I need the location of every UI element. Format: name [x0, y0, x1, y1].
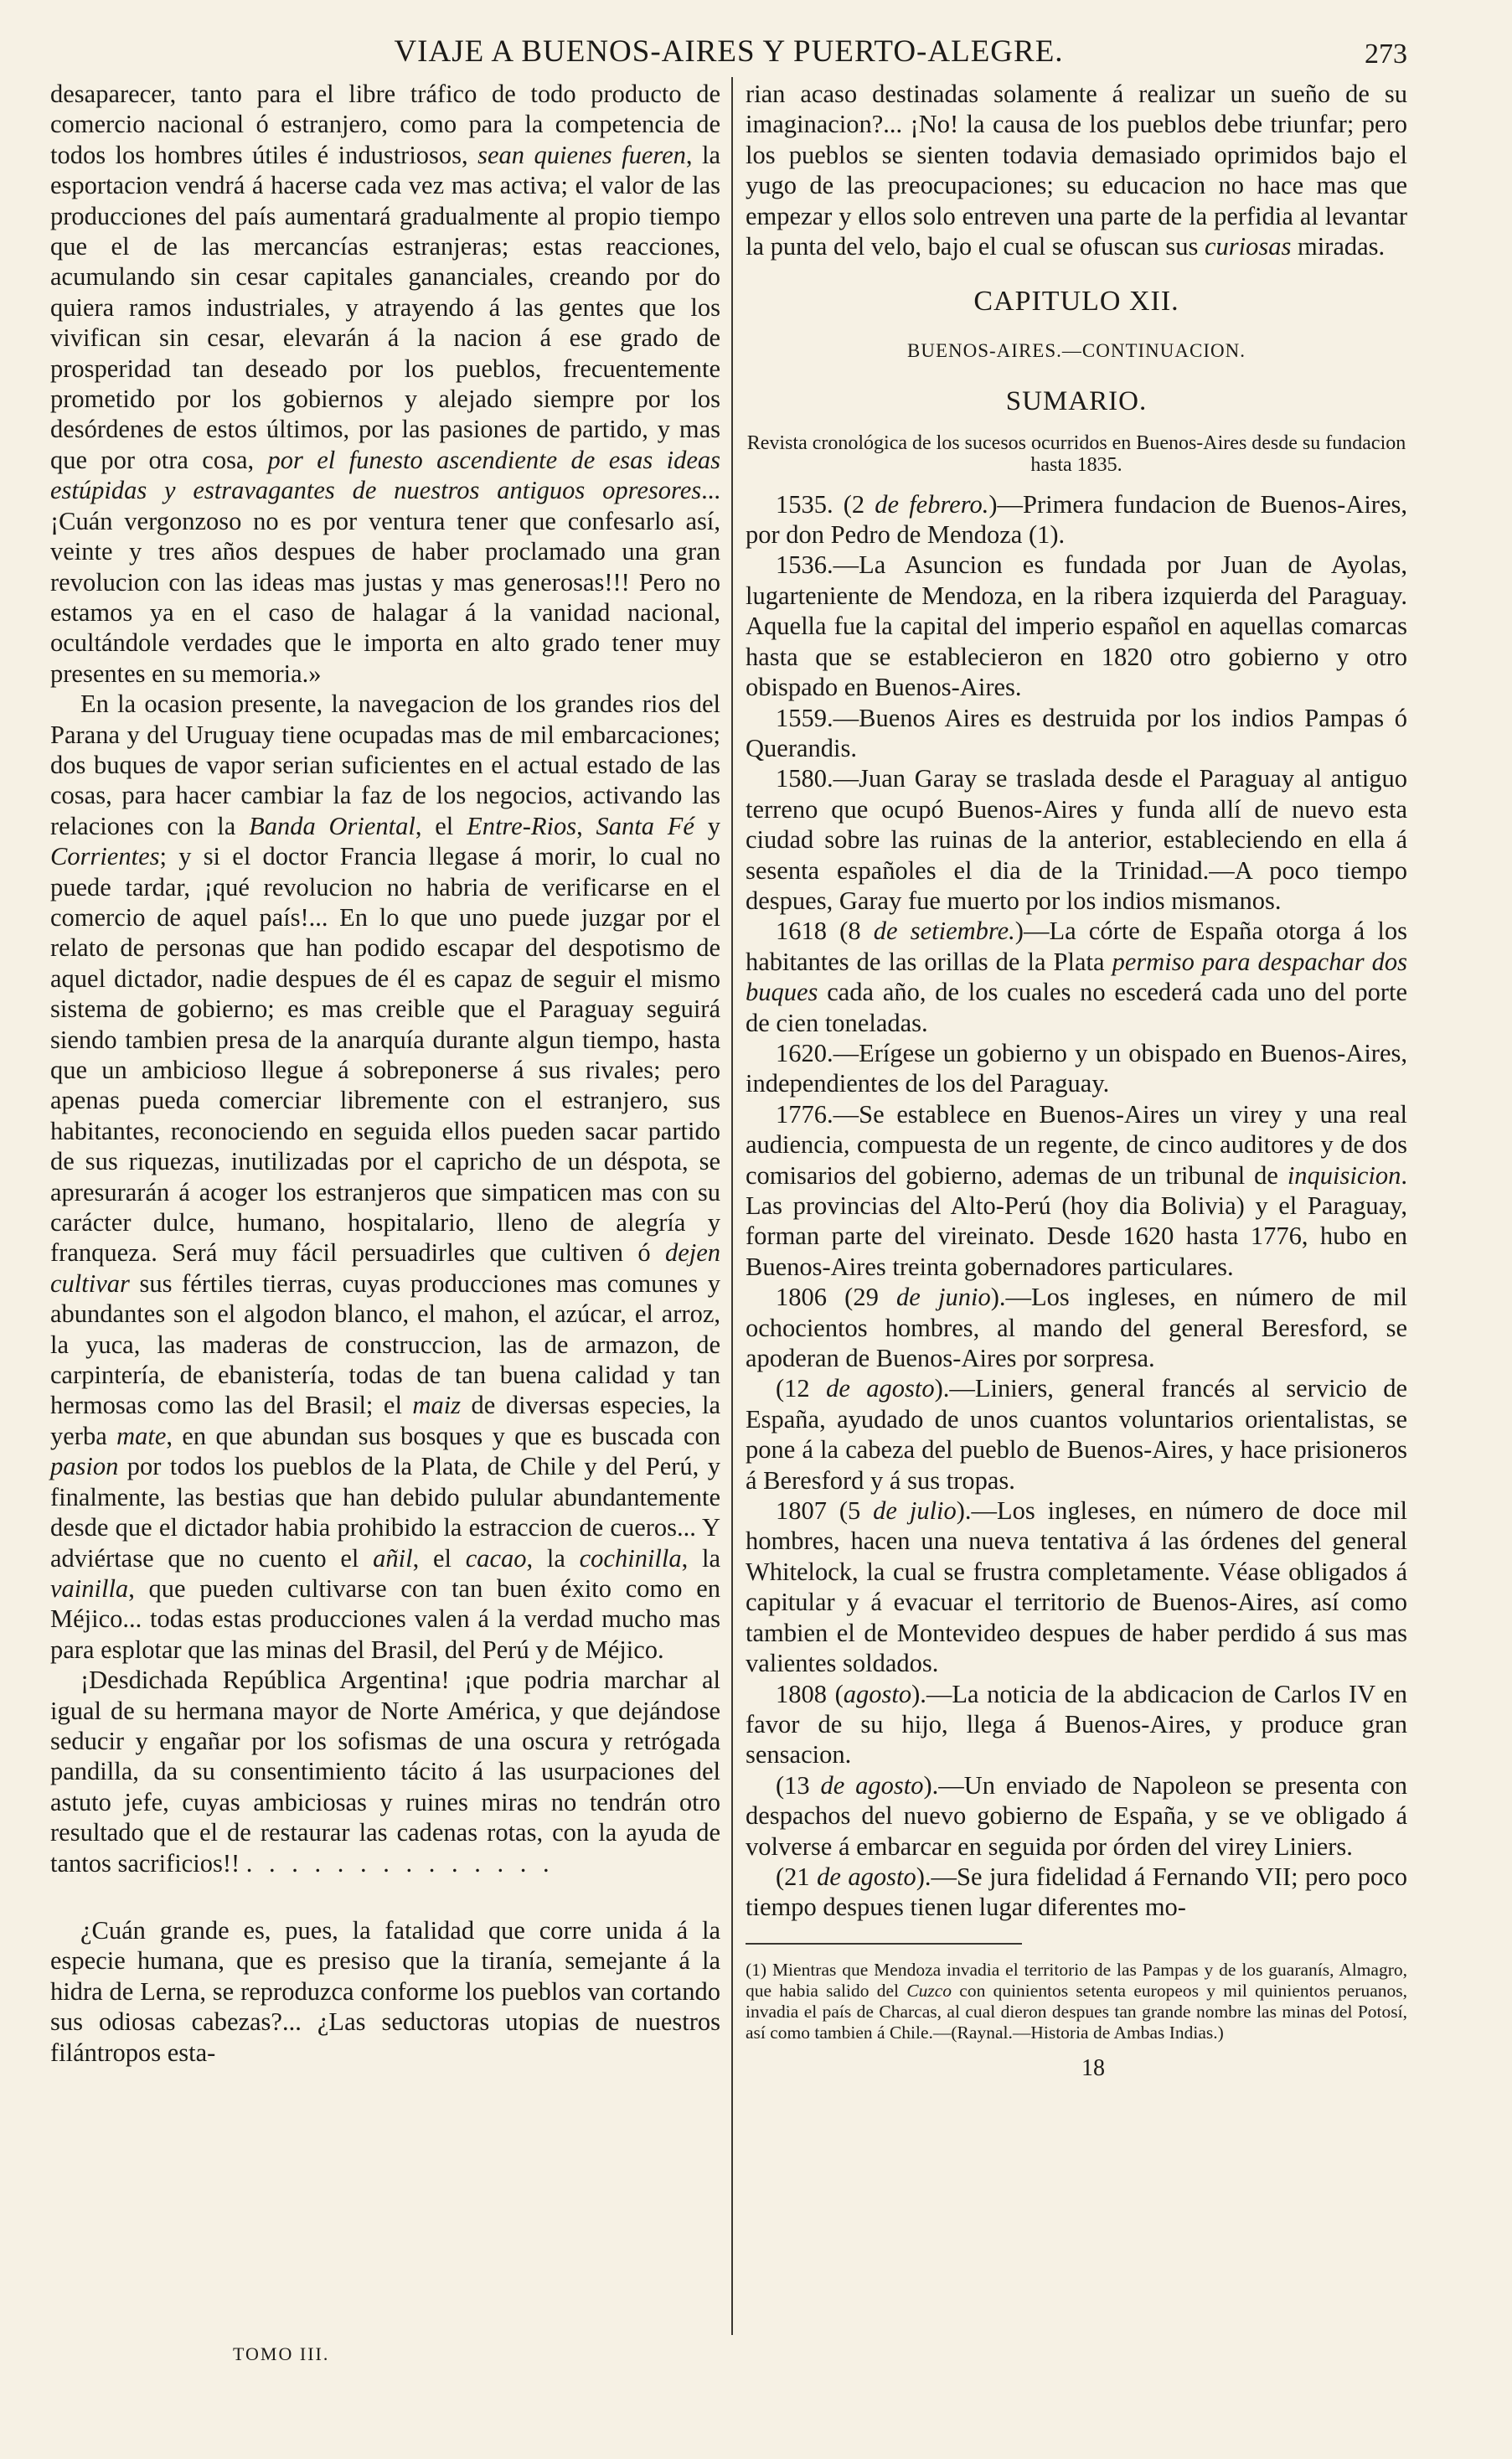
text-run: (12: [776, 1374, 827, 1403]
italic-text: sean quienes fueren: [477, 140, 686, 169]
italic-text: permiso para despachar dos buques: [746, 947, 1407, 1007]
summary-heading: SUMARIO.: [1005, 386, 1148, 417]
chapter-subtitle: BUENOS-AIRES.—CONTINUACION.: [907, 339, 1246, 361]
text-run: ).—Liniers, general francés al servicio de España, ayudado de unos cuantos voluntarios orientalistas, se pone á la cabeza del pueblo de Buenos-Aires, y hace prisioneros á Beresford y á sus tropas.: [746, 1374, 1407, 1495]
text-run: 1776.—Se establece en Buenos-Aires un virey y una real audiencia, compuesta de un regente, de cinco auditores y de dos comisarios del gobierno, ademas de un tribunal de: [746, 1099, 1407, 1190]
text-run: de diversas especies, la yerba: [50, 1391, 721, 1450]
text-run: 1807 (5: [776, 1496, 874, 1526]
text-run: 1808 (: [776, 1679, 844, 1708]
italic-text: de agosto: [826, 1374, 935, 1403]
italic-text: cochinilla: [579, 1543, 682, 1573]
column-rule: [731, 77, 733, 2335]
paragraph: ¿Cuán grande es, pues, la fatalidad que corre unida á la especie humana, que es presiso que la tiranía, semejante á la hidra de Lerna, se reproduzca conforme los pueblos van cortando sus odiosas cabezas?... ¿Las seductoras utopias de nuestros filántropos esta-: [50, 1915, 720, 2067]
text-run: 1536.—La Asuncion es fundada por Juan de Ayolas, lugarteniente de Mendoza, en la ribera izquierda del Paraguay. Aquella fue la capital del imperio español en aquellas comarcas hasta que se establecieron en 1820 otro gobierno y otro obispado en Buenos-Aires.: [746, 550, 1407, 702]
text-run: . Las provincias del Alto-Perú (hoy dia Bolivia) y el Paraguay, forman parte del vireinato. Desde 1620 hasta 1776, hubo en Buenos-Aires treinta gobernadores particulares.: [746, 1160, 1407, 1281]
italic-text: Entre-Rios: [467, 811, 577, 840]
italic-text: inquisicion: [1287, 1160, 1401, 1190]
italic-text: de agosto: [817, 1862, 916, 1891]
running-title: VIAJE A BUENOS-AIRES Y PUERTO-ALEGRE.: [394, 34, 1064, 69]
text-run: ).—Los ingleses, en número de doce mil hombres, hacen una nueva tentativa á las órdenes del general Whitelock, la cual se frustra completamente. Véase obligados á capitular y á evacuar el territorio de Buenos-Aires, así como tambien el de Montevideo despues de haber perdido á sus mas valientes soldados.: [746, 1496, 1407, 1678]
text-run: miradas.: [1291, 232, 1386, 261]
italic-text: vainilla: [50, 1573, 129, 1603]
italic-text: pasion: [50, 1452, 119, 1481]
text-run: , en que abundan sus bosques y que es buscada con: [166, 1421, 720, 1450]
chronology-entry: [746, 489, 1407, 550]
chronology-entry: [746, 1099, 1407, 1282]
paragraph-text: ¡Desdichada República Argentina! ¡que podria marchar al igual de su hermana mayor de Norte América, y que dejándose seducir y engañar por los sofismas de una oscura y retrógada pandilla, da su consentimiento tácito á las usurpaciones del astuto jefe, cuyas ambiciosas y ruines miras no tendrán otro resultado que el de restaurar las cadenas rotas, con la ayuda de tantos sacrificios!!: [50, 1666, 720, 1878]
text-run: (1) Mientras que Mendoza invadia el territorio de las Pampas y de los guaranís, Almagro, que habia salido del: [746, 1959, 1407, 2001]
paragraph: [50, 1665, 720, 1878]
italic-text: de julio: [873, 1496, 957, 1526]
chronology-entries: [746, 489, 1407, 1923]
text-run: ; y si el doctor Francia llegase á morir, lo cual no puede tardar, ¡qué revolucion no habria de verificarse en el comercio de aquel país!... En lo que uno puede juzgar por el relato de personas que han podido escapar del despotismo de aquel dictador, nadie despues de él es capaz de seguir el mismo sistema de gobierno; es mas creible que el Paraguay seguirá siendo tambien presa de la anarquía durante algun tiempo, hasta que un ambicioso llegue á sobreponerse á sus rivales; pero apenas pueda comerciar libremente con el estranjero, sus habitantes, reconociendo en seguida ellos pueden sacar partido de sus riquezas, inutilizadas por el capricho de un déspota, se apresurarán á acoger los estranjeros que simpaticen mas con su carácter dulce, humano, hospitalario, lleno de alegría y franqueza. Será muy fácil persuadirles que cultiven ó: [50, 842, 720, 1268]
text-run: , que pueden cultivarse con tan buen éxito como en Méjico... todas estas producciones valen á la verdad mucho mas para esplotar que las minas del Brasil, del Perú y de Méjico.: [50, 1573, 720, 1664]
italic-text: mate: [116, 1421, 167, 1450]
italic-text: por el funesto ascendiente de esas ideas estúpidas y estravagantes de nuestros antiguos opresores: [50, 445, 720, 505]
italic-text: de junio: [896, 1283, 991, 1312]
chronology-entry: [746, 550, 1407, 702]
text-run: )—Primera fundacion de Buenos-Aires, por don Pedro de Mendoza (1).: [746, 489, 1407, 550]
italic-text: maiz: [412, 1391, 462, 1420]
printer-signature: 18: [1081, 2054, 1105, 2081]
chronology-entry: [746, 1862, 1407, 1923]
footnote-rule: [746, 1943, 1022, 1945]
text-run: (21: [776, 1862, 818, 1891]
text-run: ).—La noticia de la abdicacion de Carlos IV en favor de su hijo, llega á Buenos-Aires, y produce gran sensacion.: [746, 1679, 1407, 1769]
italic-text: añil: [373, 1543, 413, 1573]
text-run: ... ¡Cuán vergonzoso no es por ventura tener que confesarlo así, veinte y tres años despues de haber proclamado una gran revolucion con las ideas mas justas y mas generosas!!! Pero no estamos ya en el caso de halagar á la vanidad nacional, ocultándole verdades que le importa en alto grado tener muy presentes en su memoria.»: [50, 476, 720, 688]
italic-text: cacao: [465, 1543, 527, 1573]
text-run: (13: [776, 1770, 821, 1800]
italic-text: Corrientes: [50, 842, 160, 871]
footnote: [746, 1960, 1407, 2043]
chronology-entry: [746, 703, 1407, 764]
text-run: 1580.—Juan Garay se traslada desde el Paraguay al antiguo terreno que ocupó Buenos-Aires y funda allí de nuevo esta ciudad sobre las ruinas de la anterior, estableciendo en ella á sesenta españoles el dia de la Trinidad.—A poco tiempo despues, Garay fue muerto por los indios mismanos.: [746, 764, 1407, 915]
italic-text: de febrero.: [875, 489, 989, 519]
chronology-entry: [746, 1373, 1407, 1496]
left-column: [50, 79, 720, 2068]
text-run: por todos los pueblos de la Plata, de Chile y del Perú, y finalmente, las bestias que han debido pulular abundantemente desde que el dictador habia prohibido la estraccion de cueros... Y adviértase que no cuento el: [50, 1452, 720, 1573]
paragraph: [50, 689, 720, 1665]
summary-text: Revista cronológica de los sucesos ocurridos en Buenos-Aires desde su fundacion hasta 1835.: [746, 431, 1406, 476]
text-run: desaparecer, tanto para el libre tráfico de todo producto de comercio nacional ó estranjero, como para la competencia de todos los hombres útiles é industriosos,: [50, 80, 720, 169]
text-run: , el: [415, 811, 467, 840]
italic-text: dejen cultivar: [50, 1238, 720, 1298]
paragraph: [50, 79, 720, 689]
text-run: , el: [412, 1543, 466, 1573]
chronology-entry: [746, 763, 1407, 916]
text-run: , la esportacion vendrá á hacerse cada vez mas activa; el valor de las producciones del país aumentará gradualmente al propio tiempo que el de las mercancías estranjeras; estas reacciones, acumulando sin cesar capitales gananciales, creando por do quiera ramos industriales, y atrayendo á las gentes que los vivifican sin cesar, elevarán á la nacion á ese grado de prosperidad tan deseado por los pueblos, frecuentemente prometido por los gobiernos y alejado siempre por los desórdenes de estos últimos, por las pasiones de partido, y mas que por otra cosa,: [50, 140, 720, 474]
italic-text: de agosto: [820, 1770, 924, 1800]
text-run: 1620.—Erígese un gobierno y un obispado en Buenos-Aires, independientes de los del Paraguay.: [746, 1038, 1407, 1098]
italic-text: curiosas: [1205, 232, 1292, 261]
chapter-heading: CAPITULO XII.: [973, 286, 1179, 318]
chronology-entry: [746, 1282, 1407, 1373]
text-run: )—La córte de España otorga á los habitantes de las orillas de la Plata: [746, 917, 1407, 976]
page-number: 273: [1365, 39, 1407, 70]
chronology-entry: [746, 1496, 1407, 1678]
italic-text: Banda Oriental: [249, 811, 415, 840]
volume-signature: TOMO III.: [233, 2343, 330, 2364]
text-run: ).—Un enviado de Napoleon se presenta con despachos del nuevo gobierno de España, y se ve obligado á volverse á embarcar en seguida por órden del virey Liniers.: [746, 1770, 1407, 1861]
ellipsis-dots: . . . . . . . . . . . . . .: [245, 1848, 555, 1878]
paragraph: [746, 79, 1407, 261]
spacer: [50, 1878, 720, 1915]
italic-text: de setiembre.: [873, 917, 1015, 946]
chronology-entry: [746, 1038, 1407, 1099]
chronology-entry: [746, 1770, 1407, 1862]
text-run: ,: [576, 811, 596, 840]
page-header: [50, 34, 1407, 80]
text-run: con quinientos setenta europeos y mil quinientos peruanos, invadia el país de Charcas, al cual dieron despues tan grande nombre las minas del Potosí, así como tambien á Chile.—(Raynal.—Historia de Ambas Indias.): [746, 1980, 1407, 2043]
right-column: [746, 79, 1407, 2084]
text-run: 1806 (29: [776, 1283, 897, 1312]
text-run: , la: [681, 1543, 720, 1573]
text-run: sus fértiles tierras, cuyas producciones mas comunes y abundantes son el algodon blanco, el mahon, el azúcar, el arroz, la yuca, las maderas de construccion, las de armazon, de carpintería, de ebanistería, todas de tan buena calidad y tan hermosas como las del Brasil; el: [50, 1268, 720, 1420]
text-run: rian acaso destinadas solamente á realizar un sueño de su imaginacion?... ¡No! la causa de los pueblos debe triunfar; pero los pueblos se sienten todavia demasiado oprimidos bajo el yugo de las preocupaciones; su educacion no hace mas que empezar y ellos solo entreven una parte de la perfidia al levantar la punta del velo, bajo el cual se ofuscan sus: [746, 80, 1407, 261]
chronology-entry: [746, 916, 1407, 1038]
italic-text: Cuzco: [906, 1980, 952, 2001]
text-run: 1559.—Buenos Aires es destruida por los indios Pampas ó Querandis.: [746, 703, 1407, 762]
chronology-entry: [746, 1679, 1407, 1770]
text-run: y: [694, 811, 720, 840]
text-run: 1535. (2: [776, 489, 875, 519]
text-run: 1618 (8: [776, 917, 874, 946]
italic-text: agosto: [843, 1679, 912, 1708]
text-run: ).—Los ingleses, en número de mil ochocientos hombres, al mando del general Beresford, se apoderan de Buenos-Aires por sorpresa.: [746, 1283, 1407, 1373]
text-run: cada año, de los cuales no escederá cada uno del porte de cien toneladas.: [746, 978, 1407, 1037]
italic-text: Santa Fé: [596, 811, 694, 840]
text-run: En la ocasion presente, la navegacion de los grandes rios del Parana y del Uruguay tiene ocupadas mas de mil embarcaciones; dos buques de vapor serian suficientes en el actual estado de las cosas, para hacer cambiar la faz de los negocios, activando las relaciones con la: [50, 690, 720, 840]
text-run: ).—Se jura fidelidad á Fernando VII; pero poco tiempo despues tienen lugar diferentes mo-: [746, 1862, 1407, 1922]
text-run: , la: [526, 1543, 580, 1573]
